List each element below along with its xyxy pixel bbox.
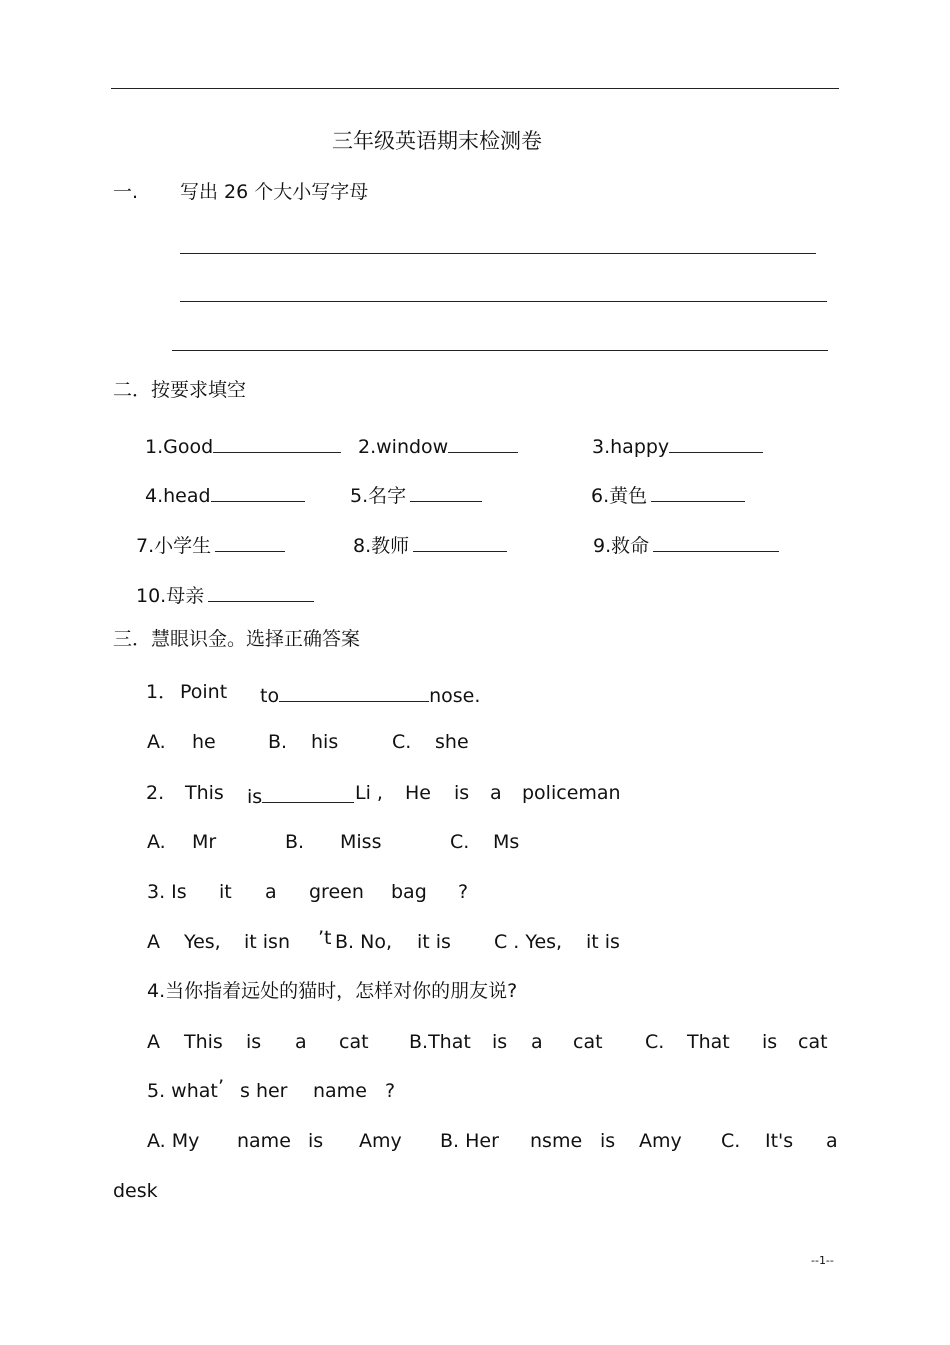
q4-option: is <box>246 1031 262 1053</box>
q4-text: 4.当你指着远处的猫时，怎样对你的朋友说? <box>147 980 518 1002</box>
q2-option: B. <box>285 831 305 853</box>
header-rule <box>111 88 839 89</box>
q4-option: a <box>295 1031 307 1053</box>
fill-item-3: 3.happy <box>592 434 763 457</box>
q3-word: ? <box>458 881 469 903</box>
fill-blank[interactable] <box>208 583 314 602</box>
q5-option: Amy <box>359 1130 402 1152</box>
q4-option: This <box>184 1031 223 1053</box>
fill-item-4: 4.head <box>145 483 305 506</box>
q1-word: Point <box>180 681 228 703</box>
q3-word: bag <box>391 881 427 903</box>
q4-option: cat <box>798 1031 828 1053</box>
q1-option: she <box>435 731 469 753</box>
q3-option: it is <box>586 931 620 953</box>
q2-option: C. <box>450 831 470 853</box>
q5-option: is <box>308 1130 324 1152</box>
fill-blank[interactable] <box>669 434 763 453</box>
q1-option: his <box>311 731 339 753</box>
fill-blank[interactable] <box>413 533 507 552</box>
q4-option: is <box>762 1031 778 1053</box>
section1-label: 一. <box>113 181 139 203</box>
answer-line-2[interactable] <box>180 301 827 302</box>
q5-word: ? <box>385 1080 396 1102</box>
q2-word: This <box>185 782 224 804</box>
q5-option: a <box>826 1130 838 1152</box>
q3-option: it isn <box>244 931 290 953</box>
q5-word: ’ <box>218 1076 225 1098</box>
fill-item-1: 1.Good <box>145 434 341 457</box>
q4-option: a <box>531 1031 543 1053</box>
q2-word: policeman <box>522 782 621 804</box>
q5-option: It's <box>765 1130 794 1152</box>
q3-option: it is <box>417 931 451 953</box>
q4-option: That <box>687 1031 730 1053</box>
q2-blank[interactable] <box>262 784 354 803</box>
q2-word: Li , <box>355 782 383 804</box>
q4-option: C. <box>645 1031 665 1053</box>
fill-blank[interactable] <box>651 483 745 502</box>
q1-option: A. <box>147 731 166 753</box>
fill-blank[interactable] <box>653 533 779 552</box>
fill-blank[interactable] <box>448 434 518 453</box>
q5-option: nsme <box>530 1130 583 1152</box>
section1-instruction: 写出 26 个大小写字母 <box>180 181 369 203</box>
q3-word: it <box>219 881 232 903</box>
fill-blank[interactable] <box>211 483 305 502</box>
q5-option: B. Her <box>440 1130 499 1152</box>
q2-word: is <box>247 784 354 807</box>
q3-option: C . Yes, <box>494 931 563 953</box>
q1-word: to nose. <box>260 685 481 707</box>
fill-item-7: 7.小学生 <box>136 533 285 556</box>
q4-option: cat <box>339 1031 369 1053</box>
q2-number: 2. <box>146 782 165 804</box>
q3-option: Yes, <box>184 931 221 953</box>
fill-item-8: 8.教师 <box>353 533 507 556</box>
q3-option: A <box>147 931 160 953</box>
q3-word: 3. Is <box>147 881 187 903</box>
q4-option: is <box>492 1031 508 1053</box>
q4-option: cat <box>573 1031 603 1053</box>
q2-option: A. <box>147 831 166 853</box>
q5-word: 5. what <box>147 1080 218 1102</box>
q2-option: Mr <box>192 831 217 853</box>
q2-word: is <box>454 782 470 804</box>
section3-label: 三．慧眼识金。选择正确答案 <box>113 628 361 650</box>
answer-line-1[interactable] <box>180 253 816 254</box>
section2-label: 二．按要求填空 <box>113 379 247 401</box>
fill-item-9: 9.救命 <box>593 533 779 556</box>
q3-option: ’t <box>318 927 332 949</box>
q5-word: s her <box>240 1080 288 1102</box>
q2-word: a <box>490 782 502 804</box>
q5-option: is <box>600 1130 616 1152</box>
q2-option: Ms <box>493 831 520 853</box>
q1-option: B. <box>268 731 288 753</box>
q2-word: He <box>405 782 431 804</box>
fill-item-5: 5.名字 <box>350 483 482 506</box>
q5-option: desk <box>113 1180 158 1202</box>
fill-blank[interactable] <box>410 483 482 502</box>
fill-blank[interactable] <box>213 434 341 453</box>
fill-item-6: 6.黄色 <box>591 483 745 506</box>
q2-option: Miss <box>340 831 382 853</box>
q5-word: name <box>313 1080 367 1102</box>
fill-blank[interactable] <box>215 533 285 552</box>
q5-option: Amy <box>639 1130 682 1152</box>
q4-option: B.That <box>409 1031 471 1053</box>
q3-word: a <box>265 881 277 903</box>
q1-number: 1． <box>146 681 178 703</box>
fill-item-2: 2.window <box>358 434 518 457</box>
fill-item-10: 10.母亲 <box>136 583 314 606</box>
q1-blank[interactable] <box>279 683 429 702</box>
q4-option: A <box>147 1031 160 1053</box>
q5-option: name <box>237 1130 291 1152</box>
q1-option: C. <box>392 731 412 753</box>
page-number: --1-- <box>811 1254 834 1267</box>
q3-word: green <box>309 881 364 903</box>
answer-line-3[interactable] <box>172 350 828 351</box>
page-title: 三年级英语期末检测卷 <box>332 129 542 153</box>
q5-option: C. <box>721 1130 741 1152</box>
q3-option: B. No, <box>335 931 392 953</box>
q1-option: he <box>192 731 216 753</box>
q5-option: A. My <box>147 1130 200 1152</box>
